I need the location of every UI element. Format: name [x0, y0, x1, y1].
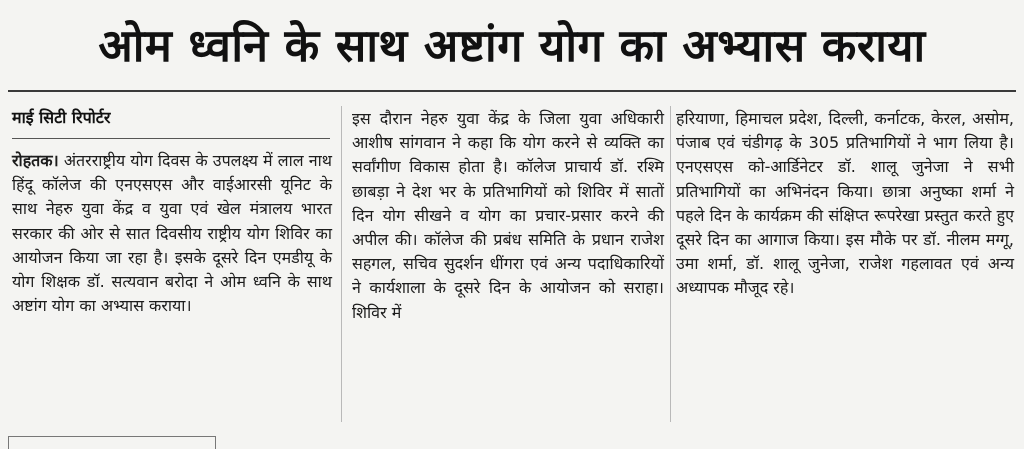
column-3-body: हरियाणा, हिमाचल प्रदेश, दिल्ली, कर्नाटक, केरल, असोम, पंजाब एवं चंडीगढ़ के 305 प्रतिभागियों ने भाग लिया है। एनएसएस को-आर्डिनेटर डॉ. शालू जुनेजा ने सभी प्रतिभागियों का अभिनंदन किया। छात्रा अनुष्का शर्मा ने पहले दिन के कार्यक्रम की संक्षिप्त रूपरेखा प्रस्तुत करते हुए दूसरे दिन का आगाज किया। इस मौके पर डॉ. नीलम मग्गू, उमा शर्मा, डॉ. शालू जुनेजा, राजेश गहलावत एवं अन्य अध्यापक मौजूद रहे।	[676, 109, 1014, 298]
article-headline: ओम ध्वनि के साथ अष्टांग योग का अभ्यास कराया	[98, 19, 926, 72]
column-1-body: अंतरराष्ट्रीय योग दिवस के उपलक्ष्य में लाल नाथ हिंदू कॉलेज की एनएसएस और वाईआरसी यूनिट के साथ नेहरु युवा केंद्र व युवा एवं खेल मंत्रालय भारत सरकार की ओर से सात दिवसीय राष्ट्रीय योग शिविर का आयोजन किया जा रहा है। इसके दूसरे दिन एमडीयू के योग शिक्षक डॉ. सत्यवान बरोदा ने ओम ध्वनि के साथ अष्टांग योग का अभ्यास कराया।	[12, 151, 333, 316]
next-article-box-edge	[8, 436, 216, 449]
article-column-3	[676, 107, 1014, 301]
article-column-1	[12, 100, 332, 318]
headline-rule	[8, 90, 1016, 92]
byline-rule	[12, 138, 330, 139]
article-column-2	[352, 107, 664, 325]
dateline: रोहतक।	[12, 151, 59, 170]
column-1-paragraph	[12, 149, 332, 318]
column-divider-2	[670, 106, 671, 422]
column-divider-1	[341, 106, 342, 422]
column-2-body: इस दौरान नेहरु युवा केंद्र के जिला युवा अधिकारी आशीष सांगवान ने कहा कि योग करने से व्यक्ति का सर्वांगीण विकास होता है। कॉलेज प्राचार्य डॉ. रश्मि छाबड़ा ने देश भर के प्रतिभागियों को शिविर में सातों दिन योग सीखने व योग का प्रचार-प्रसार करने की अपील की। कॉलेज की प्रबंध समिति के प्रधान राजेश सहगल, सचिव सुदर्शन धींगरा एवं अन्य पदाधिकारियों ने कार्यशाला के दूसरे दिन के आयोजन को सराहा। शिविर में	[352, 109, 664, 322]
byline: माई सिटी रिपोर्टर	[12, 108, 111, 127]
